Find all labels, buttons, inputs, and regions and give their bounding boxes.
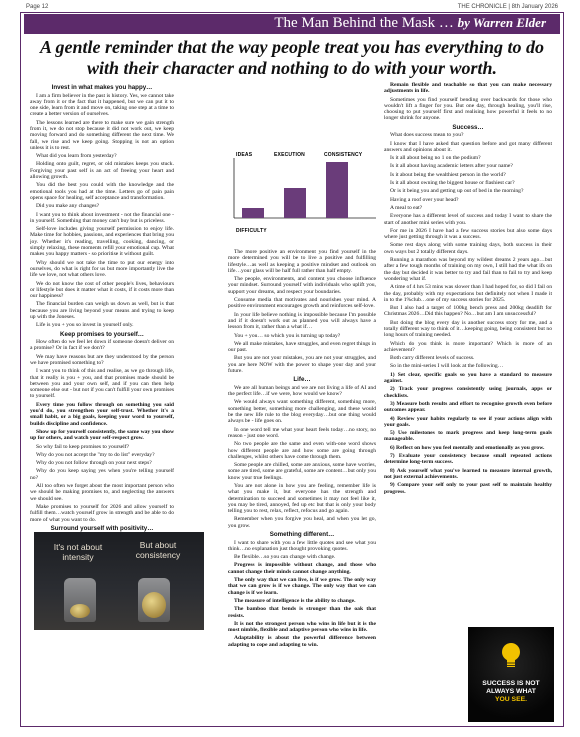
paragraph: Did you make any changes? <box>36 203 100 210</box>
success-image <box>468 627 554 722</box>
paragraph: But doing the blog every day is another success story for me, and a totally different way to think of it…keeping going, being consistent but no long hours of training needed. <box>384 319 552 339</box>
paragraph: You are not alone in how you are feeling, remember life is what you make it, but everyone has the strength and determination to succeed and sometimes it may not feel like it, you may be tired, annoyed, fed up etc but that is only your body telling you to rest, relax, reflect, refocus and go again. <box>228 483 376 515</box>
list-item: 3) Measure both results and effort to recognise growth even before outcomes appear. <box>384 400 552 414</box>
banner-text <box>274 15 546 32</box>
paragraph: But you are not your mistakes, you are not your struggles, and you are here NOW with the power to shape your day and your future. <box>228 355 376 375</box>
label-difficulty: DIFFICULTY <box>236 228 267 234</box>
paragraph: Consume media that motivates and nourishes your mind. A positive environment encourages growth and reinforces self-love. <box>228 297 376 310</box>
paragraph: Is it about being the wealthiest person in the world? <box>390 171 506 178</box>
consistency-photo <box>34 532 204 630</box>
execution-bar <box>284 188 306 218</box>
byline: by Warren Elder <box>457 15 546 30</box>
paragraph: I know that I have asked that question before and got many different answers and opinions about it. <box>384 140 552 153</box>
list-item: 8) Ask yourself what you've learned to measure internal growth, not just external achievements. <box>384 467 552 480</box>
paragraph: We all make mistakes, have struggles, and even regret things in our past. <box>228 340 376 354</box>
subheading-promises: Keep promises to yourself… <box>60 330 144 338</box>
paragraph: What did you learn from yesterday? <box>36 153 117 160</box>
paragraph: Everyone has a different level of success and today I want to share the start of another mini series with you. <box>384 213 552 226</box>
paragraph: So in the mini-series I will look at the following… <box>390 363 504 370</box>
coin-icon <box>70 604 90 618</box>
paragraph: We may have reasons but are they understood by the person we have promised something to? <box>30 353 174 366</box>
paragraph: Having a roof over your head? <box>390 196 459 203</box>
paragraph: What does success mean to you? <box>390 132 464 139</box>
publication-line: THE CHRONICLE | 8th January 2026 <box>457 4 558 10</box>
paragraph: A meal to eat? <box>390 204 423 211</box>
bold-paragraph: Show up for yourself consistently, the same way you show up for others, and watch your self-respect grow. <box>30 428 174 442</box>
paragraph: You did the best you could with the knowledge and the emotional tools you had at the time. Letters go of pain pain opens space for healing, self acceptance and transformation. <box>30 182 174 201</box>
coin-icon <box>142 592 166 618</box>
paragraph: For me in 2026 I have had a few success stories but also some days where just getting through it was a success. <box>384 227 552 241</box>
quote: Progress is impossible without change, and those who cannot change their minds cannot change anything. <box>228 562 376 575</box>
paragraph: We are all human beings and we are not living a life of AI and the perfect life…if we were, how would we know? <box>228 384 376 398</box>
paragraph: We do not know the cost of other people's lives, behaviours or lifestyle but does it matter what it costs, if it costs more than our happiness? <box>30 280 174 300</box>
list-item: 5) Use milestones to mark progress and keep long-term goals manageable. <box>384 430 552 443</box>
column-2 <box>228 249 376 714</box>
bold-paragraph: Remain flexible and teachable so that you can make necessary adjustments in life. <box>384 82 552 95</box>
paragraph: Why should we not take the time to put our energy into ourselves, do what is right for us but more importantly live the life we love, not what others love. <box>30 259 174 279</box>
list-item: 1) Set clear, specific goals so you have a standard to measure against. <box>384 371 552 385</box>
paragraph: Is it all about having academic letters after your name? <box>390 163 513 170</box>
paragraph: Both carry different levels of success. <box>390 355 475 362</box>
paragraph: I want you to think of this and realise, as we go through life, that it really is you + you, and that promises made should be between you and your own self, and if you can then help someone else out - but not if you can't fulfill your own promises to yourself. <box>30 368 174 400</box>
subheading-different: Something different… <box>269 531 335 539</box>
paragraph: Is it all about being no 1 on the podium? <box>390 155 481 162</box>
paragraph: Why do you not follow through on your next steps? <box>36 460 152 467</box>
paragraph: Or is it being you and getting up out of bed in the morning? <box>390 188 524 195</box>
paragraph: You + you… so which you is turning up today? <box>234 332 341 339</box>
paragraph: No two people are the same and even with-one word shows how different people are and how some are going through challenges, whilst others have come through them. <box>228 441 376 460</box>
column-3 <box>384 82 552 602</box>
list-item: 6) Reflect on how you feel mentally and emotionally as you grow. <box>390 444 545 451</box>
paragraph: Holding onto guilt, regret, or old mistakes keeps you stuck. Forgiving your past self is an act of freeing your heart and allowing growth. <box>30 161 174 181</box>
list-item: 7) Evaluate your consistency because small repeated actions determine long-term success. <box>384 453 552 466</box>
quote: Adaptability is about the powerful difference between adapting to cope and adapting to win. <box>228 635 376 648</box>
list-item: 2) Track your progress consistently using journals, apps or checklists. <box>384 386 552 399</box>
quote: The bamboo that bends is stronger than the oak that resists. <box>228 606 376 619</box>
column-title: The Man Behind the Mask … <box>274 15 454 31</box>
label-consistency: CONSISTENCY <box>324 152 363 158</box>
difficulty-diagram-svg <box>226 150 381 242</box>
paragraph: Remember when you forgive you heal, and when you let go, you grow. <box>228 516 376 529</box>
quote: The only way that we can live, is if we grow. The only way that we can grow is if we change. The only way that we can change is if we learn. <box>228 577 376 596</box>
subheading-invest: Invest in what makes you happy… <box>51 84 153 91</box>
bold-paragraph: Every time you follow through on something you said you'd do, you strengthen your self-trust. Whether it's a small habit, or a big goals, keeping your word to yourself, builds discipline and confidence. <box>30 401 174 427</box>
paragraph: Is it all about owning the biggest house or flashiest car? <box>390 180 515 187</box>
paragraph: A time of 4 hrs 53 mins was slower than I had hoped for, so did I fail on the day, probably with my expectations but definitely not when I made it in to the 1%club…one of my success stories for 2025. <box>384 284 552 303</box>
success-caption <box>468 680 554 704</box>
list-item: 9) Compare your self only to your past self to maintain healthy progress. <box>384 482 552 495</box>
paragraph: The lessons learned are there to make sure we gain strength from it, we do not stop because it did not work out, we keep moving forward and do something different the next time. We fall, we rise and we keep going. Stopping is not an option unless it is to rest. <box>30 119 174 151</box>
paragraph: Life is you + you so invest in yourself only. <box>36 322 134 329</box>
quote: The measure of intelligence is the ability to change. <box>234 597 356 604</box>
subheading-success: Success… <box>452 123 484 131</box>
caption-intensity: It's not about intensity <box>53 542 103 562</box>
paragraph: I want to share with you a few little quotes and see what you think…no explanation just thought provoking quotes. <box>228 539 376 552</box>
label-ideas: IDEAS <box>236 152 253 158</box>
paragraph: Running a marathon was beyond my wildest dreams 2 years ago…but after a few tough months of training on my own, I still had the what ifs on the day but decided it was better to try and fail than to fail to try and keep wondering what if. <box>384 257 552 282</box>
paragraph: The financial burden can weigh us down as well, but is that because you are living beyond your means and trying to keep up with the Joneses. <box>30 301 174 320</box>
subheading-life: Life… <box>293 376 311 384</box>
lightbulb-icon <box>499 641 523 671</box>
headline: A gentle reminder that the way people treat you has everything to do with their character and nothing to do with your worth. <box>40 37 544 78</box>
paragraph: The more positive an environment you find yourself in the more determined you will be to live a positive and fulfilling lifestyle…as well as keeping a positive mindset and outlook on life…your glass will be half full rather than half empty. <box>228 249 376 274</box>
paragraph: How often do we feel let down if someone doesn't deliver on a promise? Or in fact if we don't? <box>30 339 174 352</box>
paragraph: Which do you think is more important? Which is more of an achievement? <box>384 340 552 353</box>
difficulty-diagram <box>226 150 381 242</box>
paragraph: Make promises to yourself for 2026 and allow yourself to fulfill them…watch yourself grow in strength and be able to do more of what you want to do. <box>30 503 174 523</box>
paragraph: We would always want something different, something more, something better, something more challenging, and these would be the new life rule to the blog everyday…but one thing would always be - life goes on. <box>228 399 376 425</box>
column-banner <box>24 14 560 34</box>
page-number: Page 12 <box>26 4 49 10</box>
paragraph: Some people are chilled, some are anxious, some have worries, some are tired, some are grateful, some are content…but only you know your true feelings. <box>228 462 376 481</box>
paragraph: I am a firm believer in the past is history. Yes, we cannot take away from it or the fact that it happened, but we can put it to one side, learn from it and move on, taking one step at a time to create a better version of ourselves. <box>30 92 174 118</box>
paragraph: All too often we forget about the most important person who we should be making promises to, and neglecting the answers we should see. <box>30 483 174 502</box>
paragraph: I want you to think about investment - not the financial one - in yourself. Something that money can't buy but is priceless. <box>30 211 174 224</box>
paragraph: Sometimes you find yourself bending over backwards for those who wouldn't lift a finger for you. But one day, through healing, you'll rise, choosing to put yourself first and realising how powerful it feels to no longer shrink for anyone. <box>384 96 552 122</box>
paragraph: Self-love includes giving yourself permission to enjoy life. Make time for hobbies, passions, and experiences that bring you joy. Whether it's reading, travelling, cooking, dancing, or simply relaxing, these moments refill your emotional cup. What makes you happy matters - so prioritise it without guilt. <box>30 226 174 258</box>
success-line-3: YOU SEE. <box>494 696 528 703</box>
paragraph: Why do you not accept the "my to do list" everyday? <box>36 451 155 458</box>
quote: It is not the strongest person who wins in life but it is the most nimble, flexible and adaptive person who wins in life. <box>228 620 376 634</box>
quote: Be flexible…so you can change with change. <box>234 554 336 561</box>
page-header <box>26 3 558 13</box>
consistency-bar <box>326 162 348 218</box>
label-execution: EXECUTION <box>274 152 305 158</box>
paragraph: Some rest days along with some training days, both success in their own ways but 2 totally different days. <box>384 242 552 255</box>
paragraph: In your life believe nothing is impossible because I'm possible and if it doesn't work out as planned you will always have a lesson from it, rather than a what if… <box>228 311 376 331</box>
paragraph: But I also had a target of 100kg bench press and 200kg deadlift for Christmas 2026…Did this happen? No…but am I am unsuccessful? <box>384 305 552 318</box>
paragraph: The people, environments, and content you choose influence your mindset. Surround yourself with individuals who uplift you, support your dreams, and respect your boundaries. <box>228 276 376 295</box>
success-line-1: SUCCESS IS NOT <box>482 680 540 687</box>
success-line-2: ALWAYS WHAT <box>486 688 536 695</box>
caption-consistency: But about consistency <box>135 540 181 560</box>
paragraph: Why do you keep saying yes when you're telling yourself no? <box>30 468 174 481</box>
list-item: 4) Review your habits regularly to see if your actions align with your goals. <box>384 415 552 428</box>
ideas-bar <box>242 208 264 218</box>
paragraph: In one word tell me what your heart feels today…no story, no reason - just one word. <box>228 426 376 439</box>
subheading-positivity: Surround yourself with positivity… <box>50 524 154 532</box>
paragraph: So why fail to keep promises to yourself? <box>36 443 130 450</box>
